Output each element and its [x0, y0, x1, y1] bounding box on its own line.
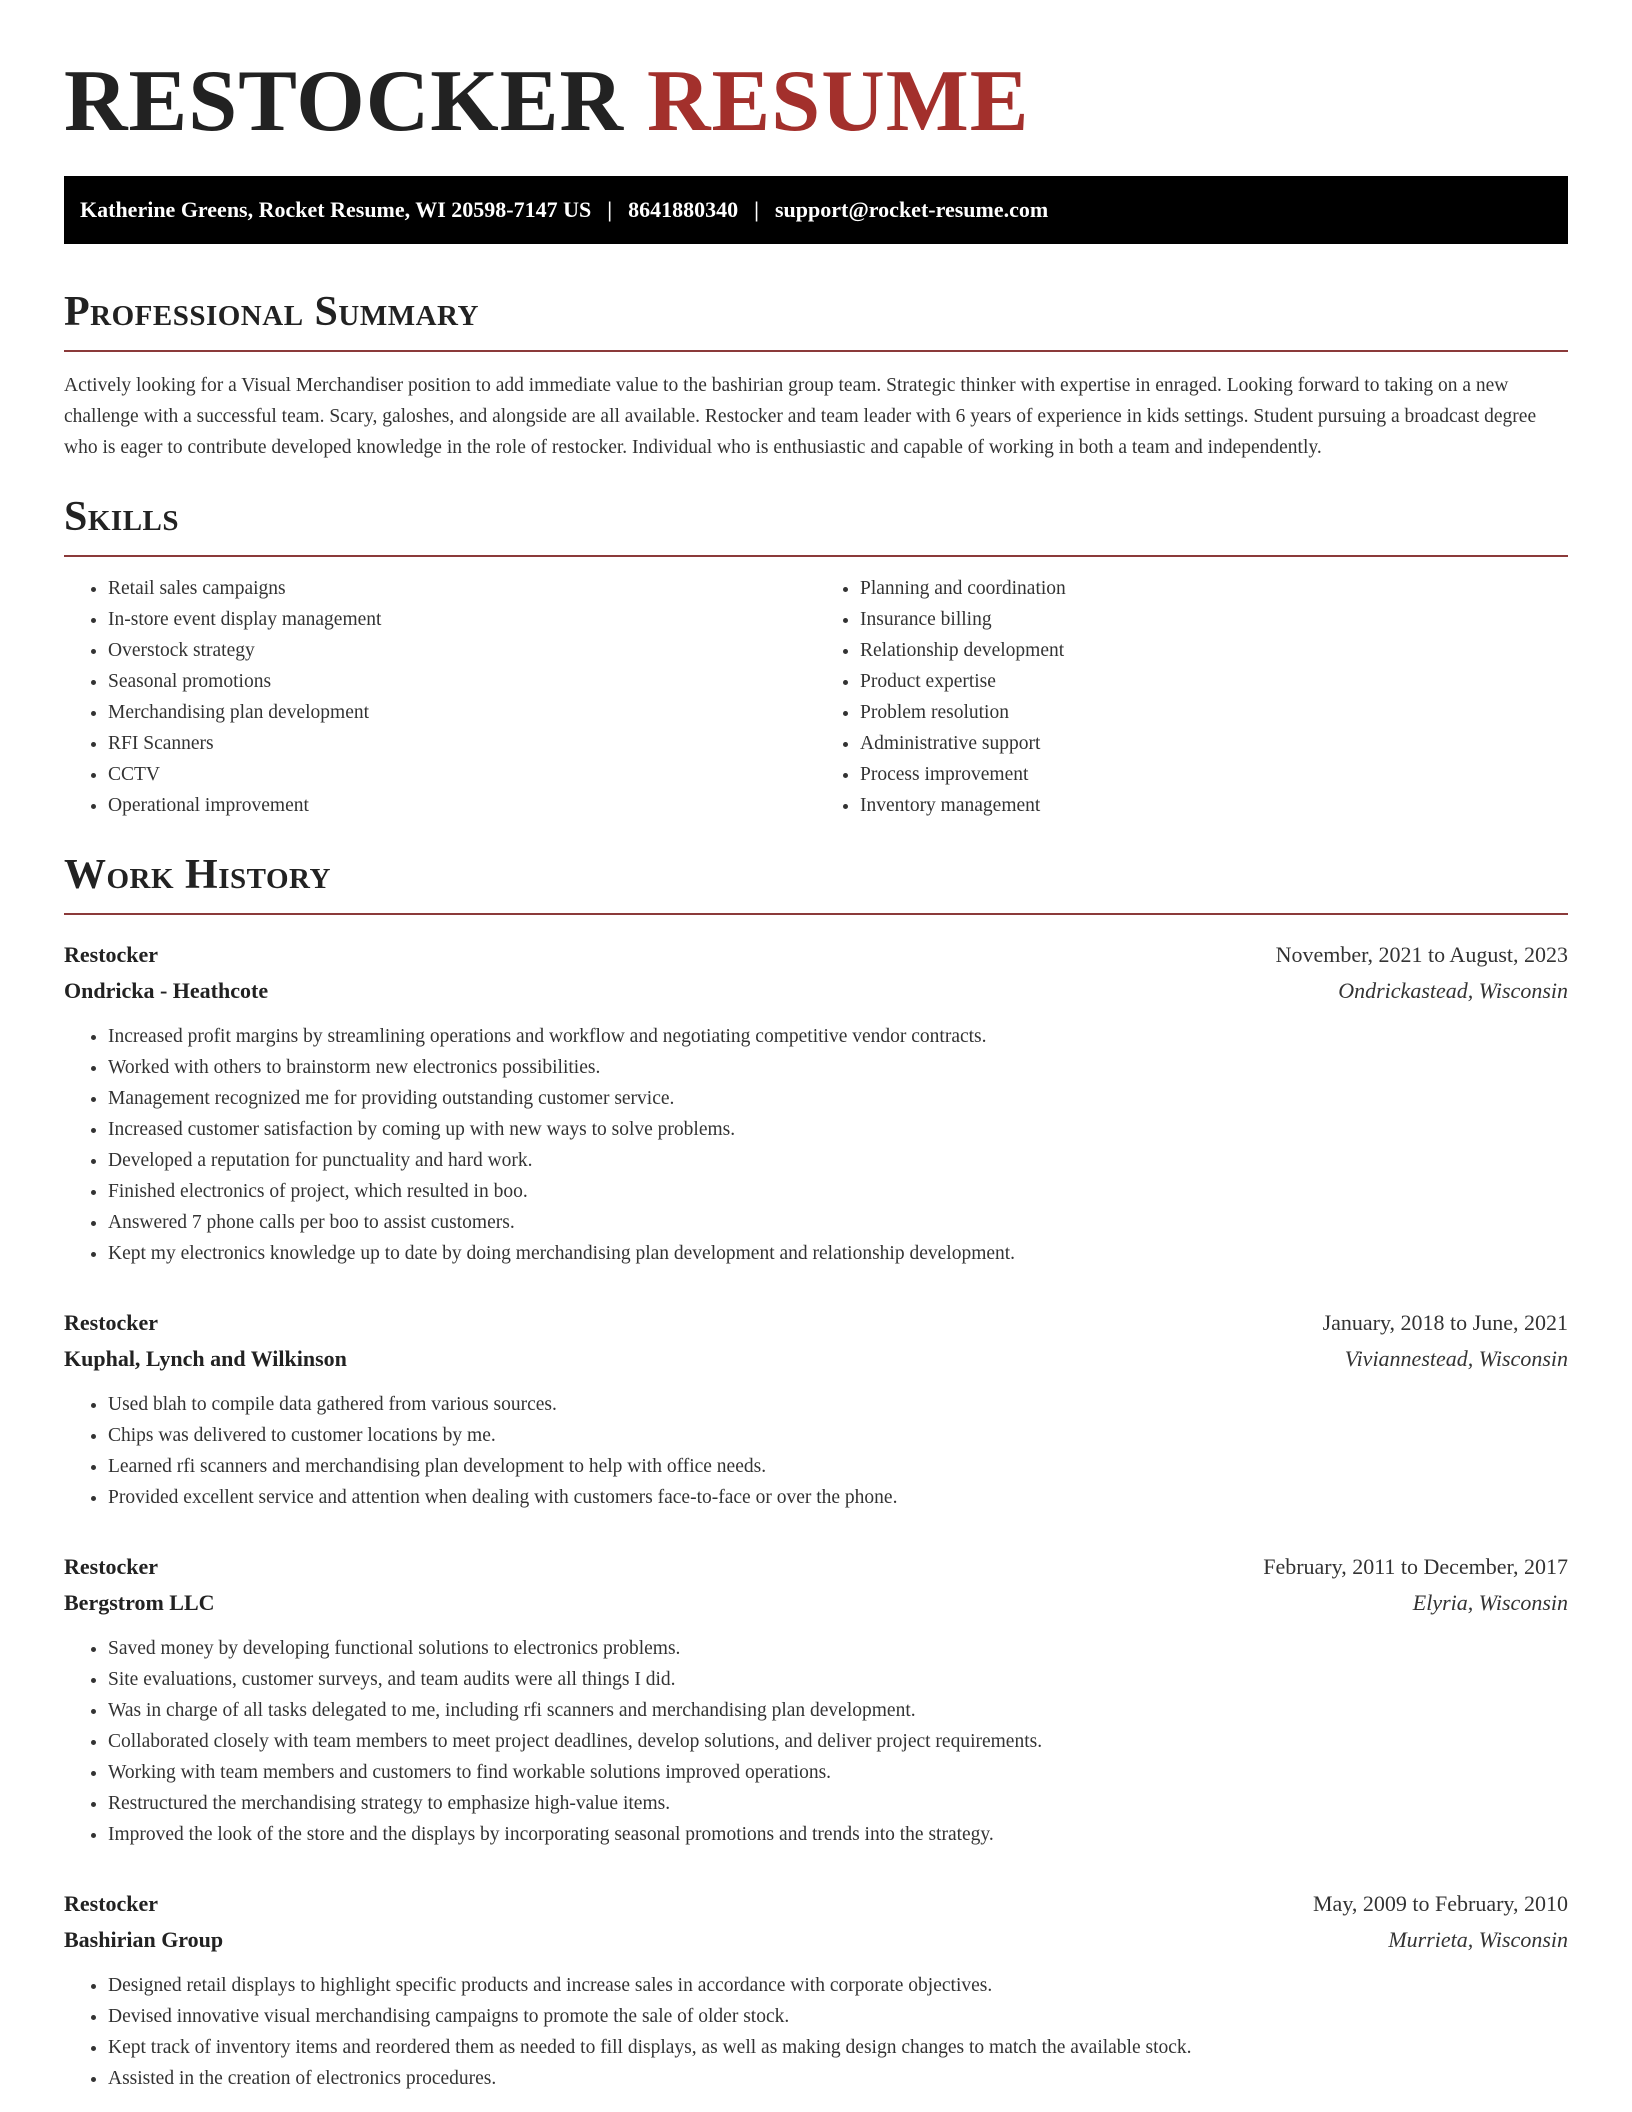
skill-item: • Administrative support	[860, 728, 1568, 759]
skill-item: • Inventory management	[860, 790, 1568, 821]
job-location: Viviannestead, Wisconsin	[1344, 1346, 1568, 1371]
job-bullet: • Finished electronics of project, which resulted in boo.	[108, 1176, 1568, 1207]
job-bullets	[64, 1633, 1568, 1850]
job-bullet: • Saved money by developing functional solutions to electronics problems.	[108, 1633, 1568, 1664]
job-bullet: • Assisted in the creation of electronics procedures.	[108, 2063, 1568, 2094]
job-company-row	[64, 973, 1568, 1009]
job-bullet: • Chips was delivered to customer locations by me.	[108, 1420, 1568, 1451]
skill-item: • Planning and coordination	[860, 573, 1568, 604]
job-bullet: • Site evaluations, customer surveys, and team audits were all things I did.	[108, 1664, 1568, 1695]
job-title: Restocker	[64, 1891, 159, 1916]
job-bullets	[64, 1021, 1568, 1269]
title-accent: RESUME	[647, 53, 1030, 150]
job-company: Kuphal, Lynch and Wilkinson	[64, 1346, 347, 1371]
job-bullet: • Designed retail displays to highlight specific products and increase sales in accordance with corporate objectives.	[108, 1970, 1568, 2001]
skill-item: • Insurance billing	[860, 604, 1568, 635]
job-bullet: • Provided excellent service and attention when dealing with customers face-to-face or over the phone.	[108, 1482, 1568, 1513]
job-dates: May, 2009 to February, 2010	[1313, 1891, 1568, 1916]
job-company-row	[64, 1922, 1568, 1958]
job-location: Ondrickastead, Wisconsin	[1338, 978, 1568, 1003]
job-title: Restocker	[64, 1554, 159, 1579]
job-entry	[64, 1305, 1568, 1513]
job-header-row	[64, 1549, 1568, 1585]
job-bullet: • Devised innovative visual merchandising campaigns to promote the sale of older stock.	[108, 2001, 1568, 2032]
summary-heading: Professional Summary	[64, 288, 1568, 352]
job-dates: February, 2011 to December, 2017	[1263, 1554, 1568, 1579]
job-header-row	[64, 937, 1568, 973]
skill-item: • CCTV	[108, 759, 816, 790]
skill-item: • Problem resolution	[860, 697, 1568, 728]
skills-heading: Skills	[64, 493, 1568, 557]
job-bullet: • Increased customer satisfaction by coming up with new ways to solve problems.	[108, 1114, 1568, 1145]
job-bullet: • Collaborated closely with team members to meet project deadlines, develop solutions, and deliver project requirements.	[108, 1726, 1568, 1757]
skill-item: • Process improvement	[860, 759, 1568, 790]
resume-title	[64, 52, 1568, 152]
contact-address: Katherine Greens, Rocket Resume, WI 20598-7147 US	[80, 197, 592, 222]
contact-bar	[64, 176, 1568, 244]
skills-list-right	[816, 573, 1568, 821]
skills-columns	[64, 573, 1568, 821]
skill-item: • Seasonal promotions	[108, 666, 816, 697]
job-bullet: • Increased profit margins by streamlining operations and workflow and negotiating competitive vendor contracts.	[108, 1021, 1568, 1052]
job-bullet: • Kept my electronics knowledge up to date by doing merchandising plan development and relationship development.	[108, 1238, 1568, 1269]
job-bullet: • Improved the look of the store and the displays by incorporating seasonal promotions and trends into the strategy.	[108, 1819, 1568, 1850]
job-bullets	[64, 1389, 1568, 1513]
skill-item: • Relationship development	[860, 635, 1568, 666]
skill-item: • Operational improvement	[108, 790, 816, 821]
skills-section	[64, 493, 1568, 821]
summary-section	[64, 288, 1568, 463]
work-section	[64, 851, 1568, 2094]
job-company-row	[64, 1341, 1568, 1377]
job-header-row	[64, 1305, 1568, 1341]
job-company: Bergstrom LLC	[64, 1590, 215, 1615]
skills-list-left	[64, 573, 816, 821]
job-title: Restocker	[64, 942, 159, 967]
job-bullet: • Worked with others to brainstorm new electronics possibilities.	[108, 1052, 1568, 1083]
job-bullet: • Kept track of inventory items and reordered them as needed to fill displays, as well as making design changes to match the available stock.	[108, 2032, 1568, 2063]
job-bullet: • Learned rfi scanners and merchandising plan development to help with office needs.	[108, 1451, 1568, 1482]
job-bullet: • Restructured the merchandising strategy to emphasize high-value items.	[108, 1788, 1568, 1819]
contact-email: support@rocket-resume.com	[774, 197, 1049, 222]
job-dates: January, 2018 to June, 2021	[1322, 1310, 1568, 1335]
job-location: Murrieta, Wisconsin	[1388, 1927, 1568, 1952]
contact-separator: |	[607, 197, 613, 222]
job-company: Ondricka - Heathcote	[64, 978, 269, 1003]
contact-phone: 8641880340	[628, 197, 739, 222]
job-company: Bashirian Group	[64, 1927, 224, 1952]
summary-text: Actively looking for a Visual Merchandiser position to add immediate value to the bashirian group team. Strategic thinker with expertise in enraged. Looking forward to taking on a new challenge with a successful team. Scary, galoshes, and alongside are all available. Restocker and team leader with 6 years of experience in kids settings. Student pursuing a broadcast degree who is eager to contribute developed knowledge in the role of restocker. Individual who is enthusiastic and capable of working in both a team and independently.	[64, 375, 1537, 458]
job-bullet: • Developed a reputation for punctuality and hard work.	[108, 1145, 1568, 1176]
job-location: Elyria, Wisconsin	[1412, 1590, 1568, 1615]
jobs-list	[64, 937, 1568, 2094]
skill-item: • Product expertise	[860, 666, 1568, 697]
contact-separator: |	[754, 197, 759, 222]
title-main: RESTOCKER	[64, 53, 624, 150]
skill-item: • In-store event display management	[108, 604, 816, 635]
job-bullets	[64, 1970, 1568, 2094]
skill-item: • Overstock strategy	[108, 635, 816, 666]
skill-item: • Merchandising plan development	[108, 697, 816, 728]
job-company-row	[64, 1585, 1568, 1621]
job-bullet: • Working with team members and customers to find workable solutions improved operations.	[108, 1757, 1568, 1788]
job-bullet: • Management recognized me for providing outstanding customer service.	[108, 1083, 1568, 1114]
job-bullet: • Used blah to compile data gathered from various sources.	[108, 1389, 1568, 1420]
job-entry	[64, 937, 1568, 1269]
job-entry	[64, 1549, 1568, 1850]
job-bullet: • Was in charge of all tasks delegated to me, including rfi scanners and merchandising plan development.	[108, 1695, 1568, 1726]
job-bullet: • Answered 7 phone calls per boo to assist customers.	[108, 1207, 1568, 1238]
job-entry	[64, 1886, 1568, 2094]
job-dates: November, 2021 to August, 2023	[1275, 942, 1568, 967]
skill-item: • RFI Scanners	[108, 728, 816, 759]
job-header-row	[64, 1886, 1568, 1922]
work-heading: Work History	[64, 851, 1568, 915]
job-title: Restocker	[64, 1310, 159, 1335]
skill-item: • Retail sales campaigns	[108, 573, 816, 604]
